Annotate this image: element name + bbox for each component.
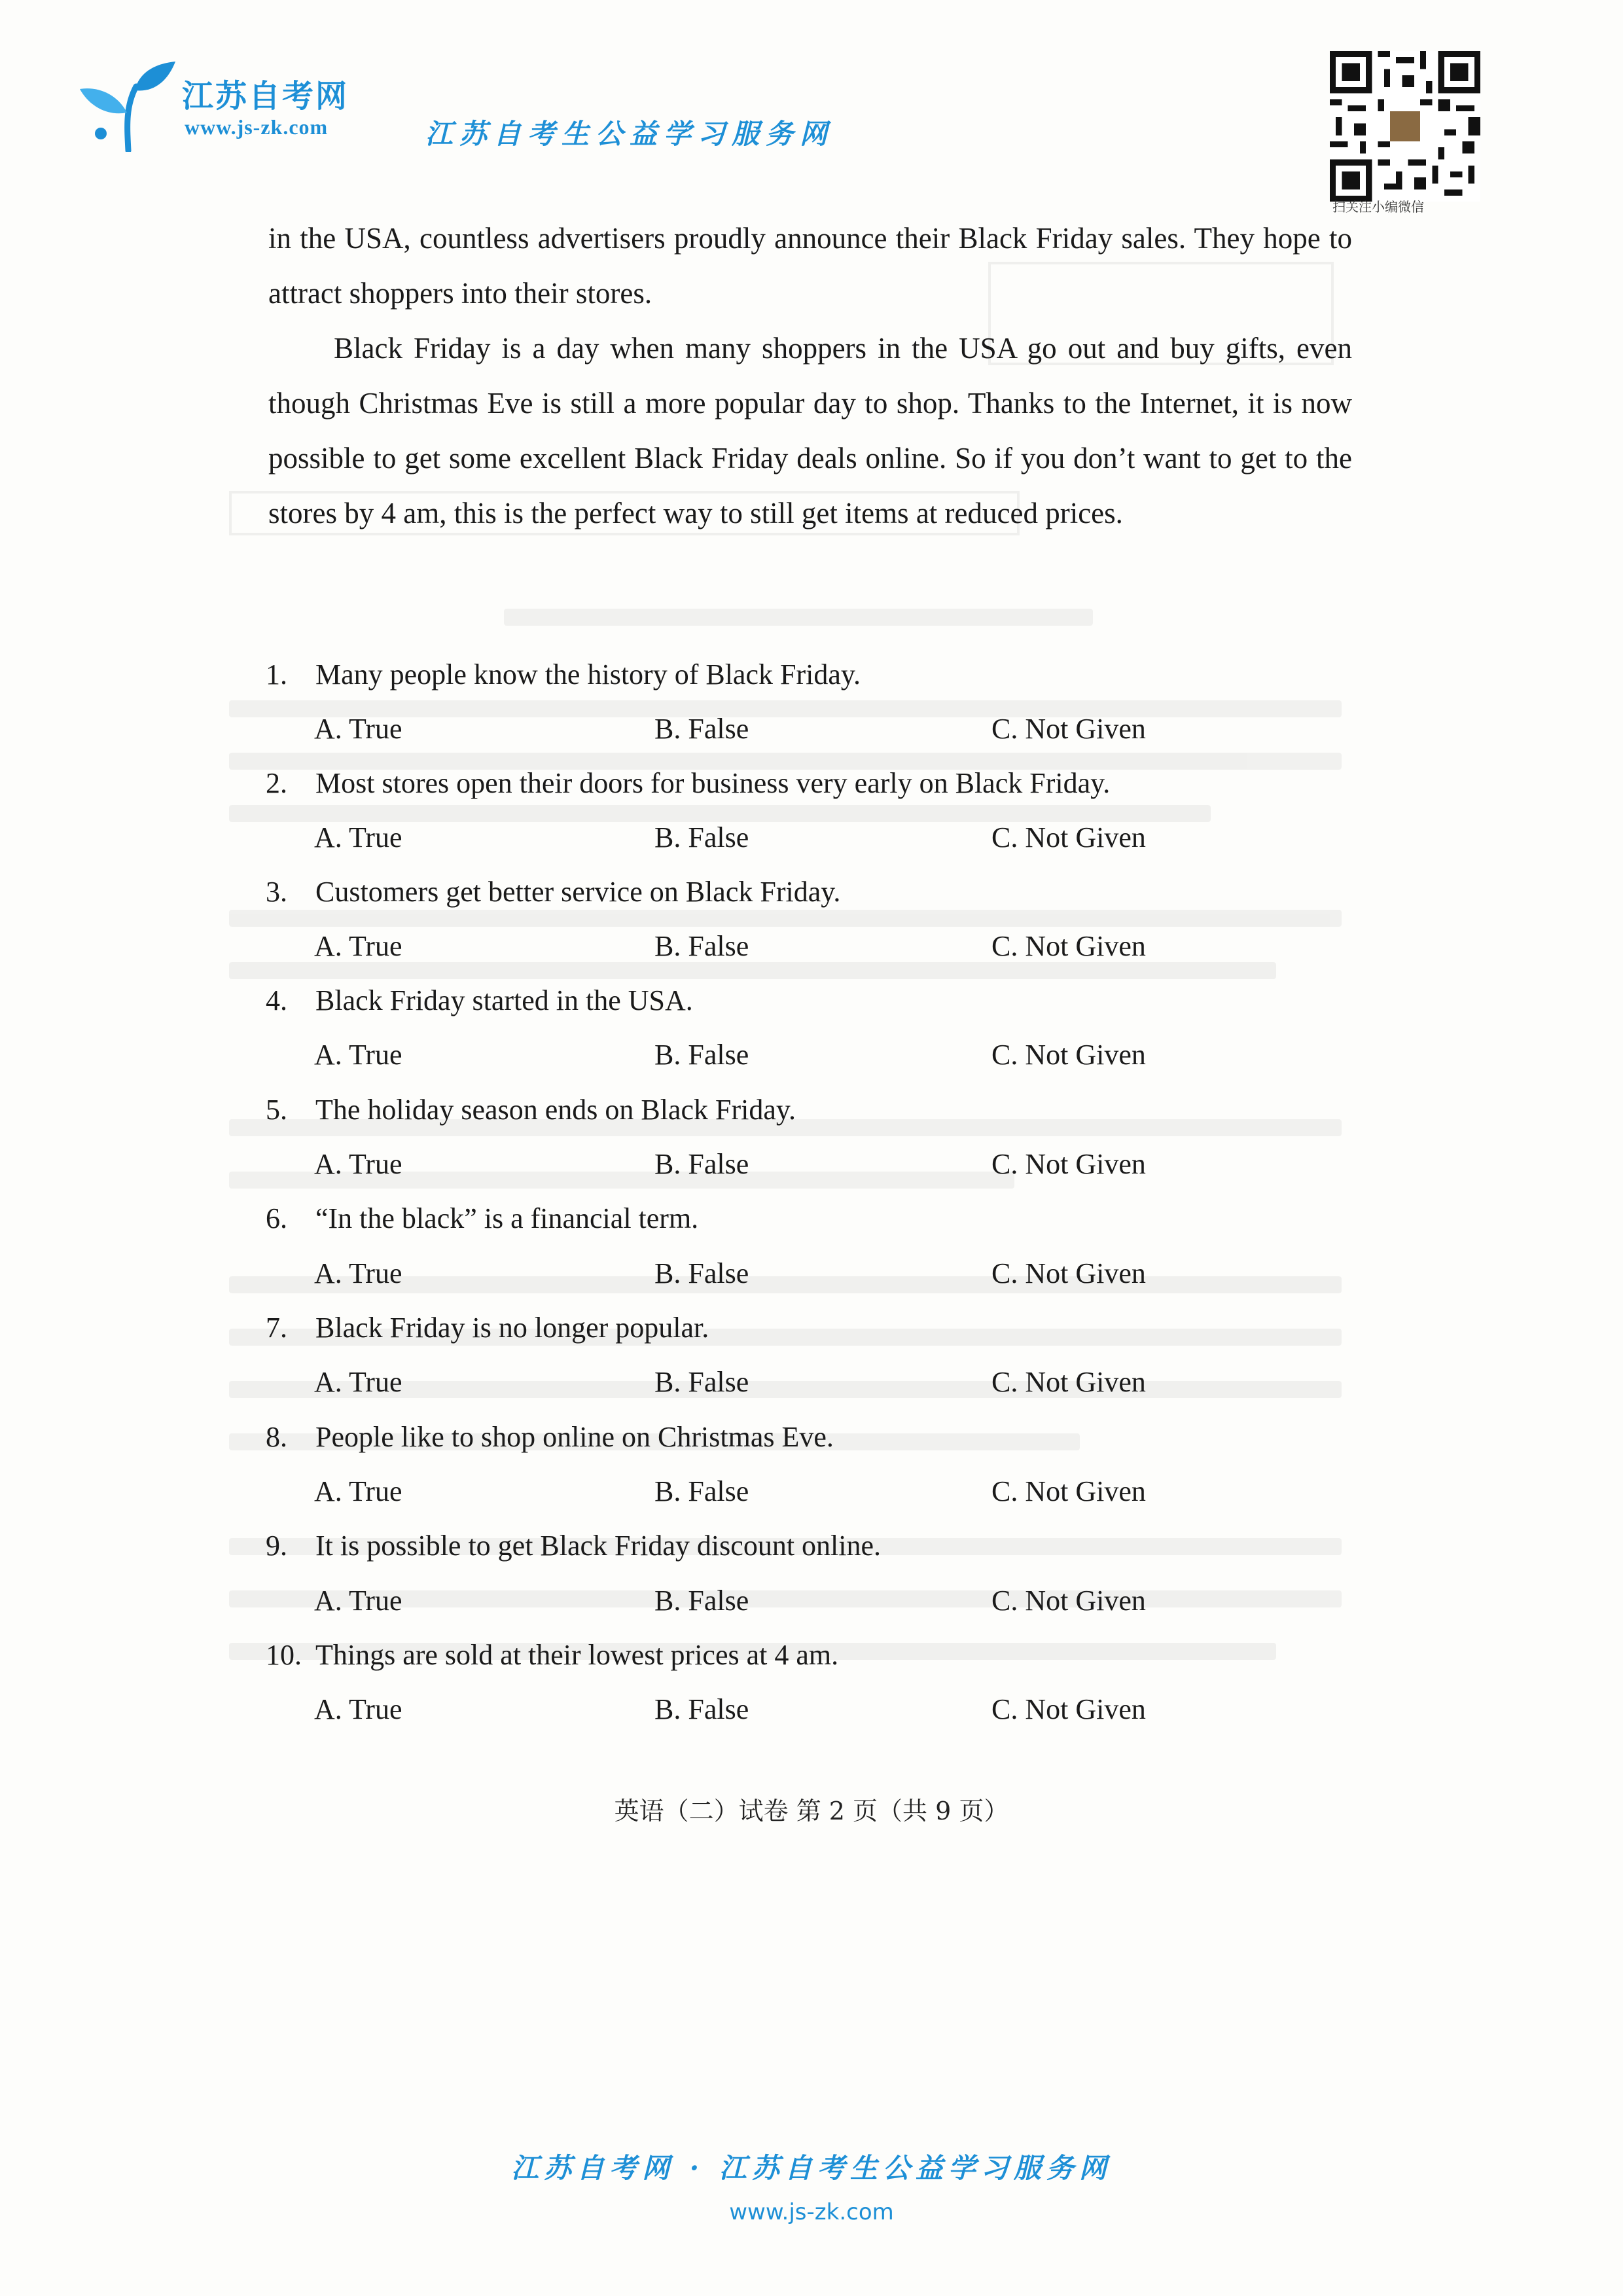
question-8 — [266, 1420, 834, 1454]
q1-option-a[interactable]: A. True — [314, 713, 402, 745]
question-number: 5. — [266, 1094, 287, 1126]
question-text: Black Friday is no longer popular. — [315, 1312, 709, 1344]
q6-option-b[interactable]: B. False — [654, 1257, 749, 1289]
q6-option-a[interactable]: A. True — [314, 1257, 402, 1289]
passage-paragraph-1: in the USA, countless advertisers proudly announce their Black Friday sales. They hope to attract shoppers into their stores. — [268, 222, 1352, 310]
q7-option-b[interactable]: B. False — [654, 1366, 749, 1398]
question-text: Most stores open their doors for business very early on Black Friday. — [315, 767, 1111, 799]
footer-site-url[interactable]: www.js-zk.com — [729, 2199, 894, 2225]
question-10 — [266, 1638, 838, 1672]
site-brand-name: 江苏自考网 — [182, 78, 349, 115]
q9-option-b[interactable]: B. False — [654, 1585, 749, 1617]
question-1 — [266, 658, 861, 691]
q9-option-a[interactable]: A. True — [314, 1585, 402, 1617]
q4-option-a[interactable]: A. True — [314, 1039, 402, 1071]
q1-option-b[interactable]: B. False — [654, 713, 749, 745]
question-text: Things are sold at their lowest prices at 4 am. — [315, 1639, 839, 1671]
q7-option-a[interactable]: A. True — [314, 1366, 402, 1398]
sprout-logo-icon — [77, 60, 182, 152]
q10-option-a[interactable]: A. True — [314, 1693, 402, 1725]
q1-option-c[interactable]: C. Not Given — [991, 713, 1146, 745]
q5-option-b[interactable]: B. False — [654, 1148, 749, 1180]
question-7 — [266, 1311, 709, 1344]
footer-site-name: 江苏自考网 · 江苏自考生公益学习服务网 — [511, 2152, 1112, 2184]
question-number: 2. — [266, 767, 287, 799]
question-number: 4. — [266, 984, 287, 1016]
question-text: The holiday season ends on Black Friday. — [315, 1094, 796, 1126]
site-slogan: 江苏自考生公益学习服务网 — [425, 118, 834, 150]
question-number: 10. — [266, 1639, 302, 1671]
q10-option-b[interactable]: B. False — [654, 1693, 749, 1725]
q5-option-a[interactable]: A. True — [314, 1148, 402, 1180]
question-text: Customers get better service on Black Friday. — [315, 876, 841, 908]
q3-option-b[interactable]: B. False — [654, 930, 749, 962]
q8-option-a[interactable]: A. True — [314, 1475, 402, 1507]
q6-option-c[interactable]: C. Not Given — [991, 1257, 1146, 1289]
q8-option-c[interactable]: C. Not Given — [991, 1475, 1146, 1507]
site-brand-url: www.js-zk.com — [185, 115, 329, 139]
passage-paragraph-2: Black Friday is a day when many shoppers in the USA go out and buy gifts, even though Christmas Eve is still a more popular day to shop. Thanks to the Internet, it is now possible to get some excellent Black Friday deals online. So if you don’t want to get to the stores by 4 am, this is the perfect way to still get items at reduced prices. — [268, 332, 1352, 529]
q2-option-a[interactable]: A. True — [314, 821, 402, 853]
q4-option-b[interactable]: B. False — [654, 1039, 749, 1071]
q2-option-b[interactable]: B. False — [654, 821, 749, 853]
question-number: 8. — [266, 1421, 287, 1453]
question-text: “In the black” is a financial term. — [315, 1202, 699, 1234]
question-5 — [266, 1093, 796, 1126]
question-number: 9. — [266, 1530, 287, 1562]
q10-option-c[interactable]: C. Not Given — [991, 1693, 1146, 1725]
question-text: It is possible to get Black Friday discount online. — [315, 1530, 882, 1562]
question-6 — [266, 1202, 698, 1235]
q3-option-c[interactable]: C. Not Given — [991, 930, 1146, 962]
qr-caption: 扫关注小编微信 — [1332, 199, 1424, 215]
question-text: People like to shop online on Christmas Eve. — [315, 1421, 834, 1453]
question-number: 3. — [266, 876, 287, 908]
qr-code-icon — [1330, 51, 1480, 202]
question-3 — [266, 875, 840, 908]
question-number: 6. — [266, 1202, 287, 1234]
q7-option-c[interactable]: C. Not Given — [991, 1366, 1146, 1398]
q8-option-b[interactable]: B. False — [654, 1475, 749, 1507]
question-number: 1. — [266, 658, 287, 691]
q2-option-c[interactable]: C. Not Given — [991, 821, 1146, 853]
page-number-footer: 英语（二）试卷 第 2 页（共 9 页） — [614, 1797, 1009, 1825]
q3-option-a[interactable]: A. True — [314, 930, 402, 962]
question-4 — [266, 984, 693, 1017]
question-text: Many people know the history of Black Friday. — [315, 658, 861, 691]
question-2 — [266, 766, 1110, 800]
question-text: Black Friday started in the USA. — [315, 984, 693, 1016]
q4-option-c[interactable]: C. Not Given — [991, 1039, 1146, 1071]
question-9 — [266, 1529, 881, 1562]
q9-option-c[interactable]: C. Not Given — [991, 1585, 1146, 1617]
q5-option-c[interactable]: C. Not Given — [991, 1148, 1146, 1180]
question-number: 7. — [266, 1312, 287, 1344]
